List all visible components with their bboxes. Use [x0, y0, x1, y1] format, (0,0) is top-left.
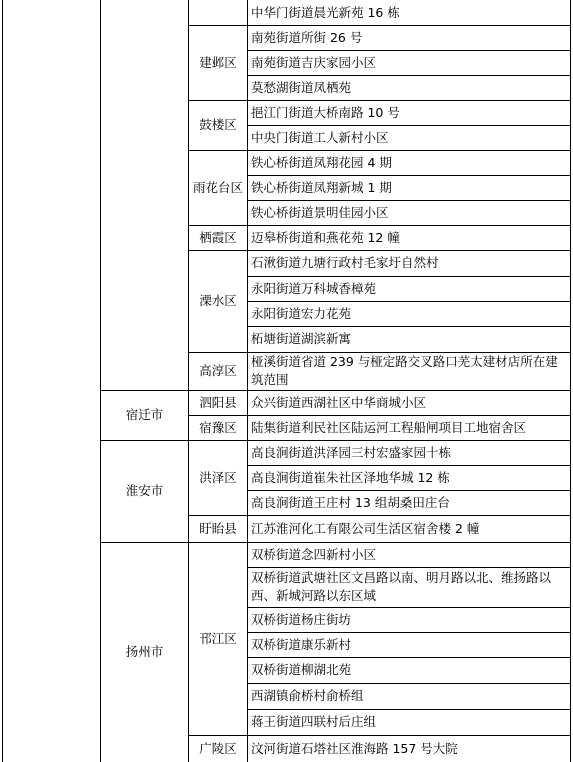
column-line	[570, 0, 571, 762]
district-cell: 栖霞区	[199, 229, 237, 245]
location-cell: 西湖镇俞桥村俞桥组	[251, 688, 364, 703]
location-cell: 石湫街道九塘行政村毛家圩自然村	[251, 255, 439, 270]
location-cell: 迈皋桥街道和燕花苑 12 幢	[251, 229, 400, 245]
location-cell: 汶河街道石塔社区淮海路 157 号大院	[251, 740, 458, 756]
district-cell: 洪泽区	[199, 469, 237, 485]
location-cell: 蒋王街道四联村后庄组	[251, 714, 377, 729]
location-cell: 莫愁湖街道凤栖苑	[251, 79, 352, 95]
location-cell: 挹江门街道大桥南路 10 号	[251, 104, 400, 120]
district-cell: 广陵区	[199, 740, 237, 756]
location-cell: 双桥街道康乐新村	[251, 636, 352, 652]
location-cell: 柘塘街道湖滨新寓	[251, 331, 352, 346]
location-cell: 永阳街道万科城香樟苑	[251, 280, 377, 296]
location-cell: 铁心桥街道凤翔花园 4 期	[251, 154, 392, 170]
location-cell: 双桥街道柳湖北苑	[251, 662, 352, 677]
district-cell: 泗阳县	[199, 394, 237, 410]
location-cell: 中央门街道工人新村小区	[251, 129, 389, 145]
district-cell: 盱眙县	[199, 520, 237, 536]
location-cell: 中华门街道晨光新苑 16 栋	[251, 4, 400, 20]
location-cell: 永阳街道宏力花苑	[251, 305, 352, 321]
city-cell: 淮安市	[125, 483, 164, 498]
district-cell: 邗江区	[199, 630, 237, 646]
city-cell: 扬州市	[125, 644, 164, 659]
location-cell: 众兴街道西湖社区中华商城小区	[251, 394, 427, 410]
location-cell: 高良涧街道崔朱社区泽地华城 12 栋	[251, 469, 450, 485]
location-cell: 双桥街道念四新村小区	[251, 546, 377, 562]
location-cell: 铁心桥街道景明佳园小区	[251, 204, 389, 220]
district-cell	[189, 0, 247, 25]
city-cell	[101, 0, 188, 390]
column-line	[2, 0, 3, 762]
location-cell: 高良涧街道王庄村 13 组胡桑田庄台	[251, 494, 450, 510]
location-cell: 江苏淮河化工有限公司生活区宿舍楼 2 幢	[251, 520, 480, 536]
location-cell: 高良涧街道洪泽园三村宏盛家园十栋	[251, 444, 452, 460]
district-cell: 雨花台区	[192, 179, 243, 195]
location-cell: 桠溪街道省道 239 与桠定路交叉路口芜太建材店所在建筑范围	[251, 354, 558, 387]
district-cell: 高淳区	[199, 363, 237, 378]
city-cell: 宿迁市	[125, 407, 164, 422]
district-cell: 建邺区	[199, 54, 237, 70]
district-cell: 鼓楼区	[199, 117, 237, 132]
district-cell: 溧水区	[199, 293, 237, 308]
location-cell: 铁心桥街道凤翔新城 1 期	[251, 179, 392, 195]
district-cell: 宿豫区	[199, 419, 237, 435]
location-cell: 南苑街道吉庆家园小区	[251, 54, 377, 70]
location-cell: 双桥街道武塘社区文昌路以南、明月路以北、维扬路以西、新城河路以东区域	[251, 570, 552, 603]
location-cell: 南苑街道所街 26 号	[251, 29, 363, 45]
location-cell: 双桥街道杨庄街坊	[251, 611, 352, 627]
location-cell: 陆集街道利民社区陆运河工程船闸项目工地宿舍区	[251, 419, 527, 435]
